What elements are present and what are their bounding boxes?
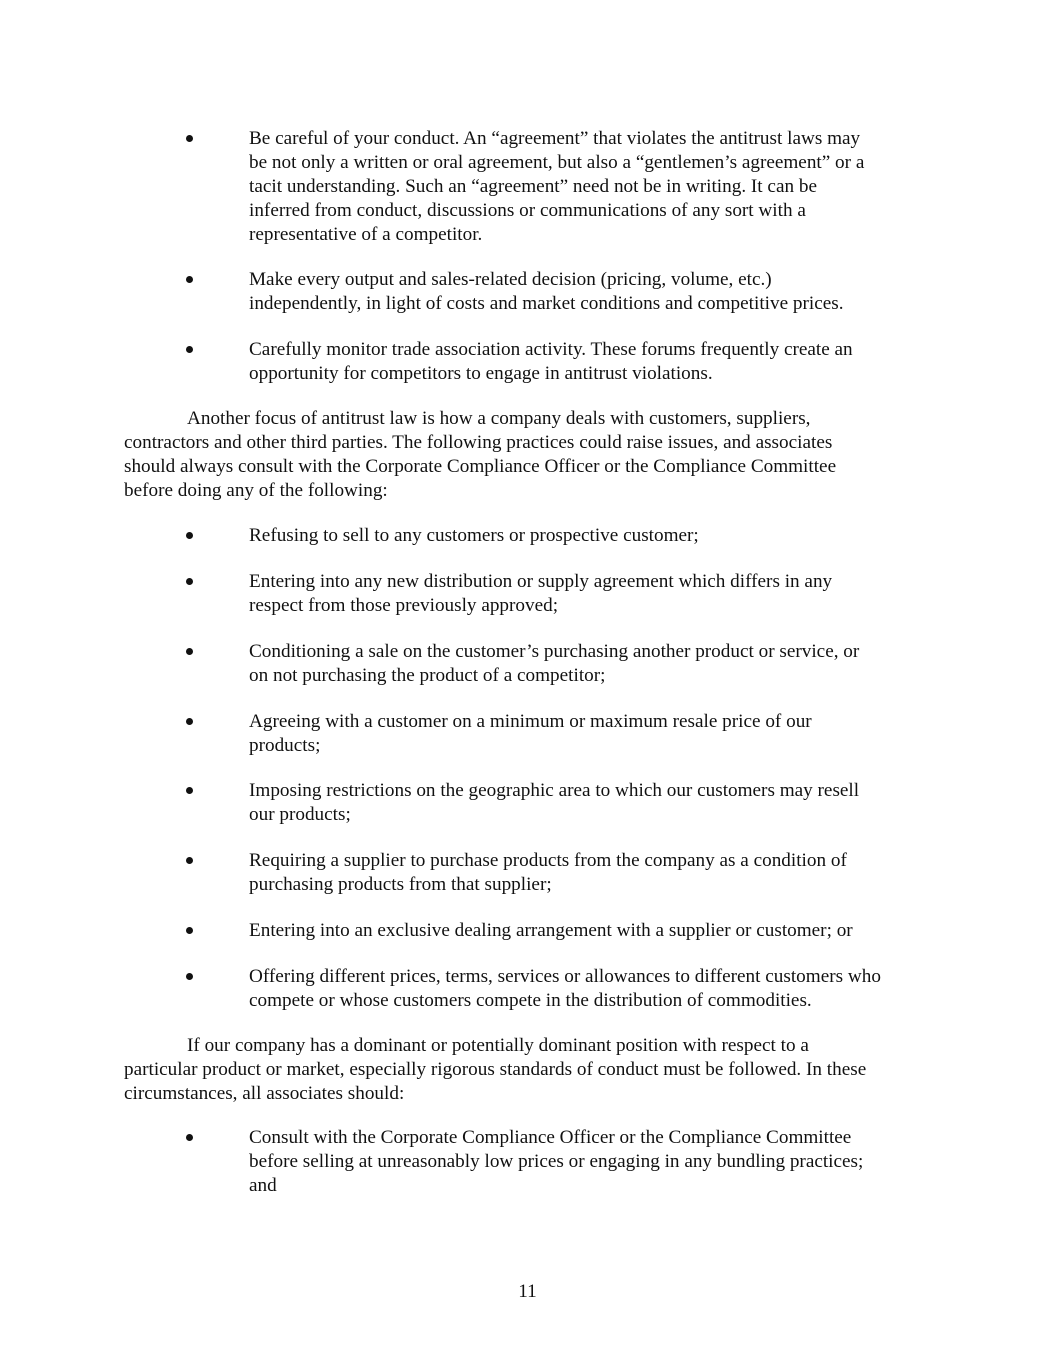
bullet-text-line: on not purchasing the product of a competitor; [249, 665, 606, 686]
page-number: 11 [518, 1281, 537, 1302]
bullet-text-line: and [249, 1175, 277, 1196]
bullet-text-line: tacit understanding. Such an “agreement” need not be in writing. It can be [249, 176, 817, 197]
bullet-icon [186, 346, 193, 353]
bullet-text-line: Requiring a supplier to purchase products from the company as a condition of [249, 850, 847, 871]
bullet-text-line: before selling at unreasonably low prices or engaging in any bundling practices; [249, 1151, 864, 1172]
bullet-text-line: compete or whose customers compete in the distribution of commodities. [249, 990, 812, 1011]
bullet-icon [186, 787, 193, 794]
paragraph-text-line: before doing any of the following: [124, 480, 388, 501]
bullet-icon [186, 973, 193, 980]
bullet-icon [186, 135, 193, 142]
bullet-text-line: be not only a written or oral agreement, but also a “gentlemen’s agreement” or a [249, 152, 865, 173]
bullet-text-line: products; [249, 735, 321, 756]
bullet-text-line: Agreeing with a customer on a minimum or maximum resale price of our [249, 711, 812, 732]
bullet-icon [186, 648, 193, 655]
bullet-text-line: our products; [249, 804, 351, 825]
paragraph-text-line: contractors and other third parties. The following practices could raise issues, and associates [124, 432, 833, 453]
bullet-text-line: Entering into any new distribution or supply agreement which differs in any [249, 571, 833, 592]
bullet-text-line: Conditioning a sale on the customer’s purchasing another product or service, or [249, 641, 860, 662]
bullet-icon [186, 532, 193, 539]
bullet-text-line: Entering into an exclusive dealing arrangement with a supplier or customer; or [249, 920, 853, 941]
paragraph-text-line: should always consult with the Corporate Compliance Officer or the Compliance Committee [124, 456, 837, 477]
bullet-text-line: representative of a competitor. [249, 224, 483, 245]
bullet-text-line: inferred from conduct, discussions or communications of any sort with a [249, 200, 806, 221]
paragraph-text-line: If our company has a dominant or potentially dominant position with respect to a [187, 1035, 809, 1056]
bullet-icon [186, 1134, 193, 1141]
bullet-text-line: purchasing products from that supplier; [249, 874, 552, 895]
bullet-icon [186, 857, 193, 864]
paragraph-text-line: particular product or market, especially rigorous standards of conduct must be followed. In these [124, 1059, 867, 1080]
bullet-text-line: independently, in light of costs and market conditions and competitive prices. [249, 293, 844, 314]
bullet-text-line: Offering different prices, terms, services or allowances to different customers who [249, 966, 881, 987]
bullet-icon [186, 276, 193, 283]
paragraph-text-line: Another focus of antitrust law is how a company deals with customers, suppliers, [187, 408, 811, 429]
bullet-icon [186, 578, 193, 585]
bullet-icon [186, 718, 193, 725]
bullet-text-line: Carefully monitor trade association activity. These forums frequently create an [249, 339, 853, 360]
paragraph-text-line: circumstances, all associates should: [124, 1083, 405, 1104]
bullet-text-line: opportunity for competitors to engage in antitrust violations. [249, 363, 713, 384]
bullet-text-line: Refusing to sell to any customers or prospective customer; [249, 525, 699, 546]
bullet-text-line: Be careful of your conduct. An “agreement” that violates the antitrust laws may [249, 128, 861, 149]
bullet-icon [186, 927, 193, 934]
bullet-text-line: respect from those previously approved; [249, 595, 559, 616]
bullet-text-line: Imposing restrictions on the geographic area to which our customers may resell [249, 780, 860, 801]
bullet-text-line: Make every output and sales-related decision (pricing, volume, etc.) [249, 269, 772, 290]
bullet-text-line: Consult with the Corporate Compliance Officer or the Compliance Committee [249, 1127, 852, 1148]
